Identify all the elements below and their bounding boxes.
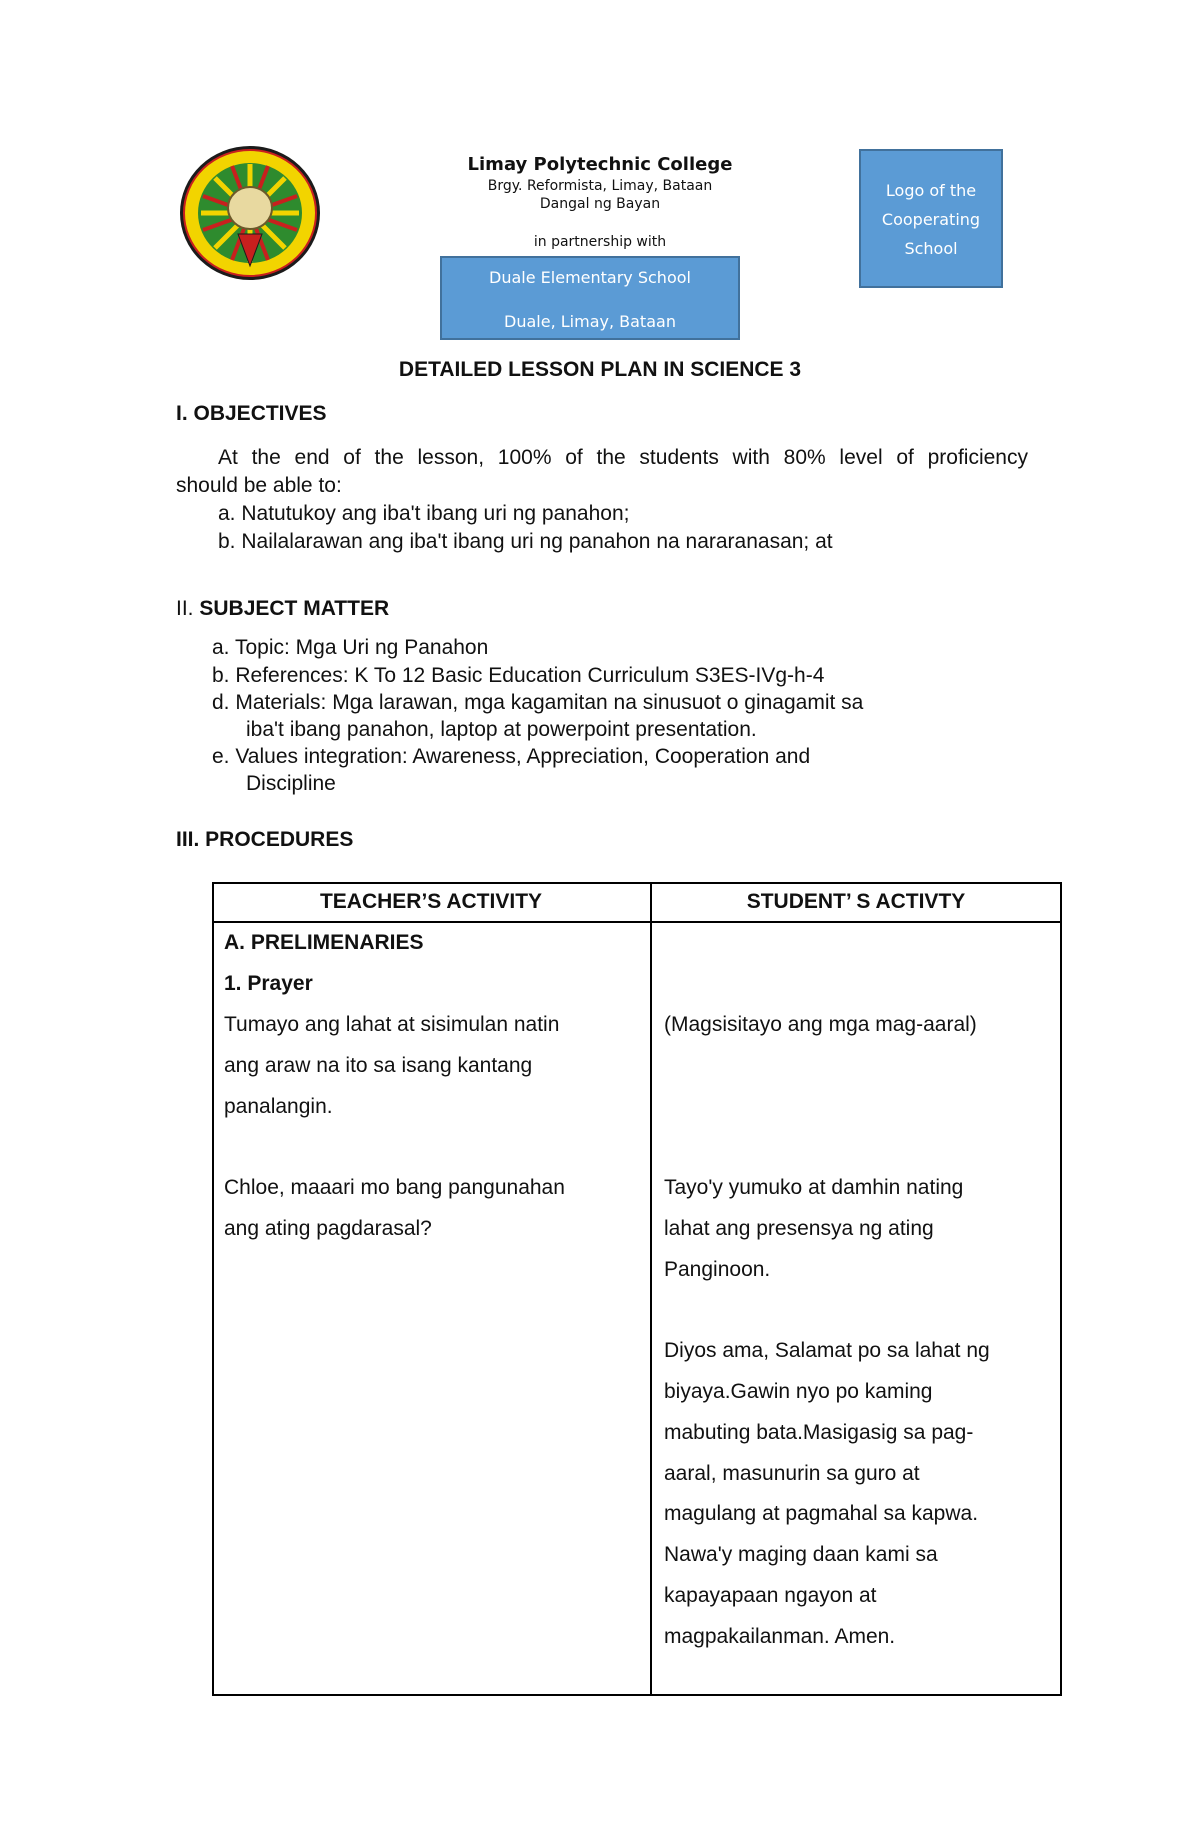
student-line: Nawa'y maging daan kami sa xyxy=(664,1543,938,1566)
table-header-student: STUDENT’ S ACTIVTY xyxy=(746,890,966,913)
student-line: aaral, masunurin sa guro at xyxy=(664,1462,920,1485)
subject-matter-line: d. Materials: Mga larawan, mga kagamitan na sinusuot o ginagamit sa xyxy=(212,691,864,714)
student-line: lahat ang presensya ng ating xyxy=(664,1217,934,1240)
table-header-teacher: TEACHER’S ACTIVITY xyxy=(319,890,543,913)
subject-matter-heading: SUBJECT MATTER xyxy=(199,597,390,620)
partner-school-box xyxy=(440,256,740,340)
objective-item: b. Nailalarawan ang iba't ibang uri ng panahon na nararanasan; at xyxy=(218,530,833,553)
objectives-heading: I. OBJECTIVES xyxy=(176,402,327,425)
logo-box-line: School xyxy=(904,239,958,258)
student-line: mabuting bata.Masigasig sa pag- xyxy=(664,1421,974,1444)
partner-school-address: Duale, Limay, Bataan xyxy=(504,312,676,331)
table-border xyxy=(212,1694,1062,1696)
logo-box-line: Logo of the xyxy=(885,181,977,200)
student-line: Panginoon. xyxy=(664,1258,771,1281)
student-line: biyaya.Gawin nyo po kaming xyxy=(664,1380,933,1403)
subject-matter-line: e. Values integration: Awareness, Appreciation, Cooperation and xyxy=(212,745,811,768)
subject-matter-line: a. Topic: Mga Uri ng Panahon xyxy=(212,636,489,659)
objectives-intro: At the end of the lesson, 100% of the students with 80% level of proficiency xyxy=(218,446,1028,469)
student-line: kapayapaan ngayon at xyxy=(664,1584,877,1607)
procedures-table xyxy=(212,882,1062,1696)
student-line: magpakailanman. Amen. xyxy=(664,1625,896,1648)
student-line: magulang at pagmahal sa kapwa. xyxy=(664,1502,979,1525)
teacher-line: Tumayo ang lahat at sisimulan natin xyxy=(224,1013,560,1036)
student-line: Tayo'y yumuko at damhin nating xyxy=(664,1176,964,1199)
objectives-intro-cont: should be able to: xyxy=(176,474,342,497)
partnership-text: in partnership with xyxy=(533,234,667,250)
subject-matter-heading-line xyxy=(176,597,389,621)
college-address: Brgy. Reformista, Limay, Bataan xyxy=(487,178,713,194)
subject-matter-prefix: II. xyxy=(176,597,194,620)
subject-matter-line: iba't ibang panahon, laptop at powerpoint presentation. xyxy=(246,718,757,741)
student-line: Diyos ama, Salamat po sa lahat ng xyxy=(664,1339,990,1362)
logo-box-line: Cooperating xyxy=(881,210,981,229)
table-border xyxy=(1060,882,1062,1696)
teacher-line: Chloe, maaari mo bang pangunahan xyxy=(224,1176,565,1199)
college-seal-icon xyxy=(178,144,322,282)
college-name: Limay Polytechnic College xyxy=(467,154,733,175)
teacher-line: panalangin. xyxy=(224,1095,333,1118)
subject-matter-line: b. References: K To 12 Basic Education Curriculum S3ES-IVg-h-4 xyxy=(212,664,825,687)
partner-school-name: Duale Elementary School xyxy=(489,268,691,287)
subject-matter-line: Discipline xyxy=(246,772,336,795)
document-title: DETAILED LESSON PLAN IN SCIENCE 3 xyxy=(398,358,802,381)
table-section: A. PRELIMENARIES xyxy=(224,931,424,954)
cooperating-school-logo-box xyxy=(859,149,1003,288)
teacher-line: ang araw na ito sa isang kantang xyxy=(224,1054,533,1077)
table-border xyxy=(650,882,652,1696)
table-subsection: 1. Prayer xyxy=(224,972,313,995)
college-motto: Dangal ng Bayan xyxy=(539,196,661,212)
student-line: (Magsisitayo ang mga mag-aaral) xyxy=(664,1013,977,1036)
objective-item: a. Natutukoy ang iba't ibang uri ng panahon; xyxy=(218,502,630,525)
table-border xyxy=(212,882,214,1696)
teacher-line: ang ating pagdarasal? xyxy=(224,1217,432,1240)
procedures-heading: III. PROCEDURES xyxy=(176,828,354,851)
